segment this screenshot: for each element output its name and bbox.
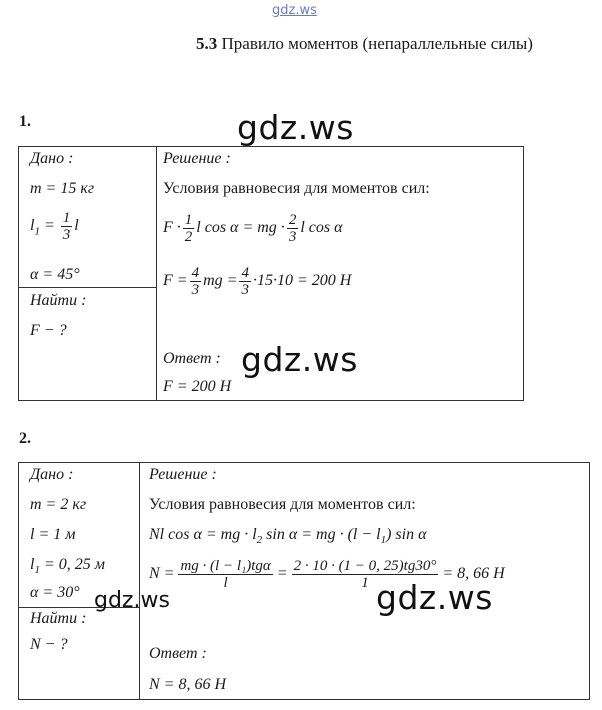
problem-1-equation-1: F · $\frac{1}{2}$ l cos α = mg · $\frac{2}{3}$ l cos α — [163, 212, 343, 245]
problem-1-given-label: Дано : — [30, 150, 74, 167]
problem-1-given-l1: $l_1$ = $\frac{1}{3}$ l — [30, 210, 79, 243]
problem-2-given-mass: m = 2 кг — [30, 496, 87, 513]
problem-1-answer: F = 200 Н — [163, 378, 232, 395]
watermark-small: gdz.ws — [94, 588, 170, 613]
problem-1-divider — [156, 146, 157, 400]
problem-2-answer: N = 8, 66 Н — [149, 676, 227, 693]
problem-2-solution-label: Решение : — [149, 466, 217, 483]
problem-2-given-l1: $l_1 = 0$, 25 м — [30, 556, 105, 577]
problem-1-condition-text: Условия равновесия для моментов сил: — [163, 180, 430, 197]
problem-2-given-angle: α = 30° — [30, 584, 80, 601]
problem-1-solution-label: Решение : — [163, 150, 231, 167]
problem-1-equation-2: F = $\frac{4}{3}$ mg = $\frac{4}{3}$ ·15·10 = 200 Н — [163, 265, 352, 298]
problem-1-find-label: Найти : — [30, 292, 87, 309]
problem-1-given-angle: α = 45° — [30, 266, 80, 283]
problem-2-find-label: Найти : — [30, 610, 87, 627]
watermark: gdz.ws — [241, 340, 358, 379]
problem-1-answer-label: Ответ : — [163, 350, 221, 367]
problem-2-number: 2. — [19, 430, 31, 447]
problem-2-find: N − ? — [30, 636, 68, 653]
problem-2-equation-2: N = $\frac{\text{mg · (l − l₁)tgα}}{l}$ = $\frac{2 \cdot 10 \cdot (1 - 0, 25)tg30^\circ}{1}$ = 8, 66 Н — [149, 558, 505, 591]
section-title — [196, 34, 533, 54]
section-title-text: Правило моментов (непараллельные силы) — [221, 34, 533, 53]
site-link[interactable]: gdz.ws — [272, 3, 317, 18]
watermark: gdz.ws — [237, 108, 354, 147]
problem-2-given-length: l = 1 м — [30, 526, 76, 543]
problem-2-given-label: Дано : — [30, 466, 74, 483]
problem-2-answer-label: Ответ : — [149, 645, 207, 662]
problem-2-condition-text: Условия равновесия для моментов сил: — [149, 496, 416, 513]
problem-1-number: 1. — [19, 113, 31, 130]
problem-1-find: F − ? — [30, 322, 67, 339]
problem-2-equation-1: Nl cos α = mg · $l_2$ sin α = mg · $(l - l_1)$ sin α — [149, 526, 427, 547]
watermark: gdz.ws — [376, 578, 493, 617]
section-number: 5.3 — [196, 34, 218, 53]
problem-2-divider — [139, 462, 140, 699]
problem-1-given-mass: m = 15 кг — [30, 180, 95, 197]
problem-1-given-separator — [18, 287, 157, 288]
